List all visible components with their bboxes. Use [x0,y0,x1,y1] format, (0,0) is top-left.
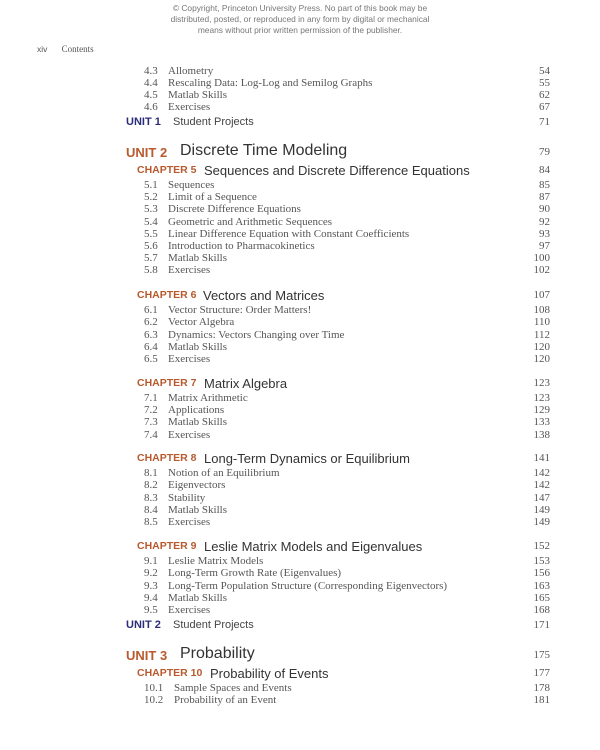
section-page: 90 [539,203,550,215]
unit-projects-title: Student Projects [173,619,254,631]
section-title: Discrete Difference Equations [168,203,301,215]
section-title: Limit of a Sequence [168,191,257,203]
section-title: Sequences [168,179,215,191]
section-page: 87 [539,191,550,203]
section-number: 9.3 [144,580,158,592]
section-page: 133 [533,416,550,428]
unit-page: 175 [533,649,550,661]
copyright-line: means without prior written permission of the publisher. [197,25,403,35]
unit-label: UNIT 2 [126,145,168,160]
section-title: Exercises [168,604,211,616]
section-number: 5.6 [144,240,158,252]
section-page: 147 [533,492,550,504]
section-title: Rescaling Data: Log-Log and Semilog Graphs [168,77,373,89]
section-number: 8.1 [144,467,158,479]
chapter-label: CHAPTER 5 [137,164,197,176]
section-title: Introduction to Pharmacokinetics [168,240,315,252]
section-number: 9.5 [144,604,158,616]
section-title: Eigenvectors [168,479,226,491]
running-head [37,44,94,54]
section-number: 8.3 [144,492,158,504]
section-title: Geometric and Arithmetic Sequences [168,216,333,228]
section-number: 5.5 [144,228,158,240]
chapter-title: Vectors and Matrices [203,288,325,303]
chapter-page: 123 [533,377,550,389]
section-title: Matlab Skills [168,504,227,516]
section-number: 6.1 [144,304,158,316]
unit-projects-page: 171 [533,619,550,631]
section-page: 153 [533,555,550,567]
section-page: 168 [533,604,550,616]
section-page: 165 [533,592,550,604]
section-number: 7.3 [144,416,158,428]
section-page: 112 [533,329,550,341]
section-page: 97 [539,240,550,252]
section-page: 129 [533,404,550,416]
section-number: 5.4 [144,216,158,228]
section-title: Stability [168,492,206,504]
section-title: Dynamics: Vectors Changing over Time [168,329,345,341]
section-page: 120 [533,353,550,365]
section-title: Exercises [168,429,211,441]
section-page: 55 [539,77,550,89]
section-page: 120 [533,341,550,353]
chapter-page: 177 [533,667,550,679]
section-number: 6.5 [144,353,158,365]
section-number: 8.2 [144,479,158,491]
section-page: 156 [533,567,550,579]
section-page: 149 [533,516,550,528]
unit-label: UNIT 2 [126,619,161,631]
section-title: Applications [168,404,225,416]
section-page: 110 [533,316,550,328]
copyright-line: © Copyright, Princeton University Press. No part of this book may be [172,3,428,13]
section-title: Matlab Skills [168,416,227,428]
section-title: Matlab Skills [168,252,227,264]
section-title: Vector Algebra [168,316,235,328]
section-page: 85 [539,179,550,191]
section-title: Allometry [168,65,214,77]
section-number: 6.4 [144,341,158,353]
running-title: Contents [61,44,94,54]
copyright-line: distributed, posted, or reproduced in any form by digital or mechanical [170,14,430,24]
chapter-title: Long-Term Dynamics or Equilibrium [204,451,410,466]
page-number: xiv [37,44,48,54]
section-number: 4.6 [144,101,158,113]
unit-title: Probability [180,645,255,662]
unit-page: 79 [539,146,550,158]
section-number: 7.2 [144,404,158,416]
chapter-label: CHAPTER 6 [137,289,197,301]
chapter-label: CHAPTER 10 [137,667,203,679]
section-title: Vector Structure: Order Matters! [168,304,312,316]
section-title: Matrix Arithmetic [168,392,248,404]
copyright-notice [0,3,600,36]
section-page: 93 [539,228,550,240]
section-page: 100 [533,252,550,264]
section-page: 54 [539,65,550,77]
section-title: Exercises [168,516,211,528]
section-number: 5.2 [144,191,158,203]
section-number: 8.5 [144,516,158,528]
unit-label: UNIT 1 [126,116,161,128]
section-page: 178 [533,682,550,694]
section-title: Exercises [168,101,211,113]
section-page: 138 [533,429,550,441]
section-number: 4.5 [144,89,158,101]
section-number: 5.1 [144,179,158,191]
section-number: 10.2 [144,694,164,706]
unit-projects-page: 71 [539,116,550,128]
section-number: 5.7 [144,252,158,264]
section-title: Matlab Skills [168,341,227,353]
section-number: 6.3 [144,329,158,341]
section-title: Long-Term Growth Rate (Eigenvalues) [168,567,342,579]
chapter-label: CHAPTER 8 [137,452,197,464]
section-title: Matlab Skills [168,592,227,604]
section-page: 92 [539,216,550,228]
section-page: 149 [533,504,550,516]
unit-projects-title: Student Projects [173,116,254,128]
section-title: Sample Spaces and Events [174,682,292,694]
chapter-title: Matrix Algebra [204,376,288,391]
section-title: Matlab Skills [168,89,227,101]
section-page: 142 [533,479,550,491]
section-title: Leslie Matrix Models [168,555,264,567]
section-number: 9.1 [144,555,158,567]
section-page: 108 [533,304,550,316]
section-title: Linear Difference Equation with Constant Coefficients [168,228,410,240]
section-number: 9.4 [144,592,158,604]
chapter-page: 141 [533,452,550,464]
section-number: 10.1 [144,682,164,694]
chapter-title: Probability of Events [210,666,329,681]
chapter-page: 84 [539,164,550,176]
section-page: 142 [533,467,550,479]
section-title: Exercises [168,264,211,276]
section-page: 102 [533,264,550,276]
chapter-title: Sequences and Discrete Difference Equations [204,163,470,178]
section-page: 123 [533,392,550,404]
chapter-label: CHAPTER 7 [137,377,197,389]
section-number: 5.8 [144,264,158,276]
section-page: 181 [533,694,550,706]
section-title: Probability of an Event [174,694,277,706]
section-number: 7.1 [144,392,158,404]
section-page: 163 [533,580,550,592]
section-number: 4.4 [144,77,158,89]
section-title: Notion of an Equilibrium [168,467,280,479]
section-number: 6.2 [144,316,158,328]
chapter-page: 152 [533,540,550,552]
section-number: 9.2 [144,567,158,579]
chapter-page: 107 [533,289,550,301]
section-number: 5.3 [144,203,158,215]
section-number: 4.3 [144,65,158,77]
section-number: 7.4 [144,429,158,441]
section-title: Long-Term Population Structure (Corresponding Eigenvectors) [168,580,448,592]
chapter-label: CHAPTER 9 [137,540,197,552]
section-number: 8.4 [144,504,158,516]
section-page: 67 [539,101,550,113]
chapter-title: Leslie Matrix Models and Eigenvalues [204,539,423,554]
unit-label: UNIT 3 [126,648,168,663]
section-title: Exercises [168,353,211,365]
unit-title: Discrete Time Modeling [180,142,348,159]
section-page: 62 [539,89,550,101]
